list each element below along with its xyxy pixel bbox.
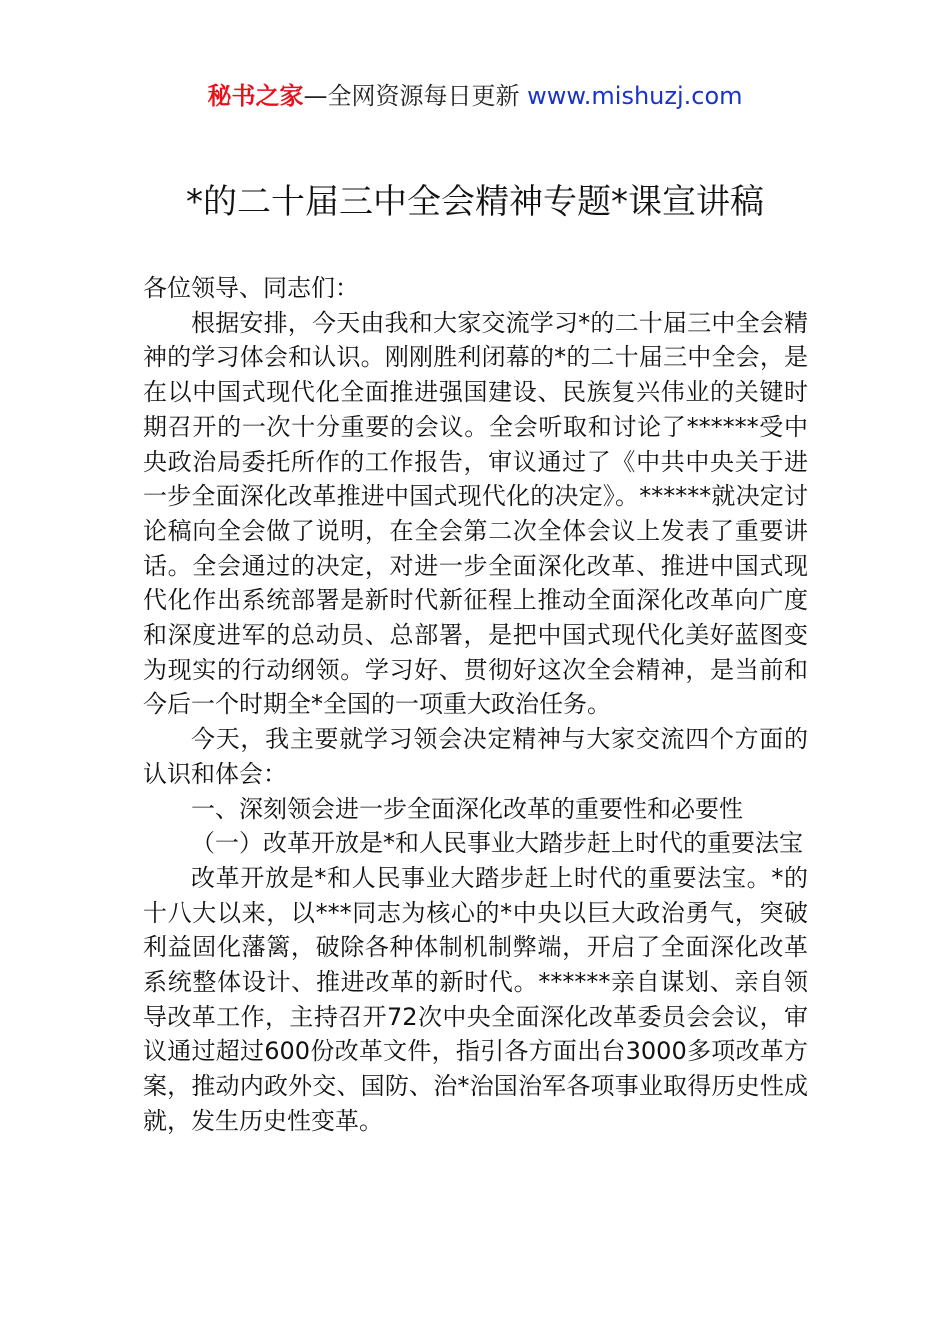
subsection-heading-1-1: （一）改革开放是*和人民事业大踏步赶上时代的重要法宝 [191, 829, 803, 858]
paragraph-overview: 今天，我主要就学习领会决定精神与大家交流四个方面的认识和体会： [143, 725, 808, 788]
document-title: *的二十届三中全会精神专题*课宣讲稿 [186, 182, 764, 222]
site-url-link[interactable]: www.mishuzj.com [527, 82, 743, 110]
site-brand: 秘书之家 [207, 82, 304, 110]
paragraph-reform: 改革开放是*和人民事业大踏步赶上时代的重要法宝。*的十八大以来，以***同志为核心的*中央以巨大政治勇气，突破利益固化藩篱，破除各种体制机制弊端，开启了全面深化改革系统整体设计、推进改革的新时代。******亲自谋划、亲自领导改革工作，主持召开72次中央全面深化改革委员会会议，审议通过超过600份改革文件，指引各方面出台3000多项改革方案，推动内政外交、国防、治*治国治军各项事业取得历史性成就，发生历史性变革。 [143, 863, 808, 1135]
document-body [143, 271, 808, 1139]
section-heading-1: 一、深刻领会进一步全面深化改革的重要性和必要性 [191, 794, 743, 823]
salutation: 各位领导、同志们： [143, 274, 359, 302]
site-header [0, 80, 950, 112]
paragraph-intro: 根据安排，今天由我和大家交流学习*的二十届三中全会精神的学习体会和认识。刚刚胜利闭幕的*的二十届三中全会，是在以中国式现代化全面推进强国建设、民族复兴伟业的关键时期召开的一次十分重要的会议。全会听取和讨论了******受中央政治局委托所作的工作报告，审议通过了《中共中央关于进一步全面深化改革推进中国式现代化的决定》。******就决定讨论稿向全会做了说明，在全会第二次全体会议上发表了重要讲话。全会通过的决定，对进一步全面深化改革、推进中国式现代化作出系统部署是新时代新征程上推动全面深化改革向广度和深度进军的总动员、总部署，是把中国式现代化美好蓝图变为现实的行动纲领。学习好、贯彻好这次全会精神，是当前和今后一个时期全*全国的一项重大政治任务。 [143, 308, 808, 719]
site-tagline: —全网资源每日更新 [303, 82, 528, 110]
